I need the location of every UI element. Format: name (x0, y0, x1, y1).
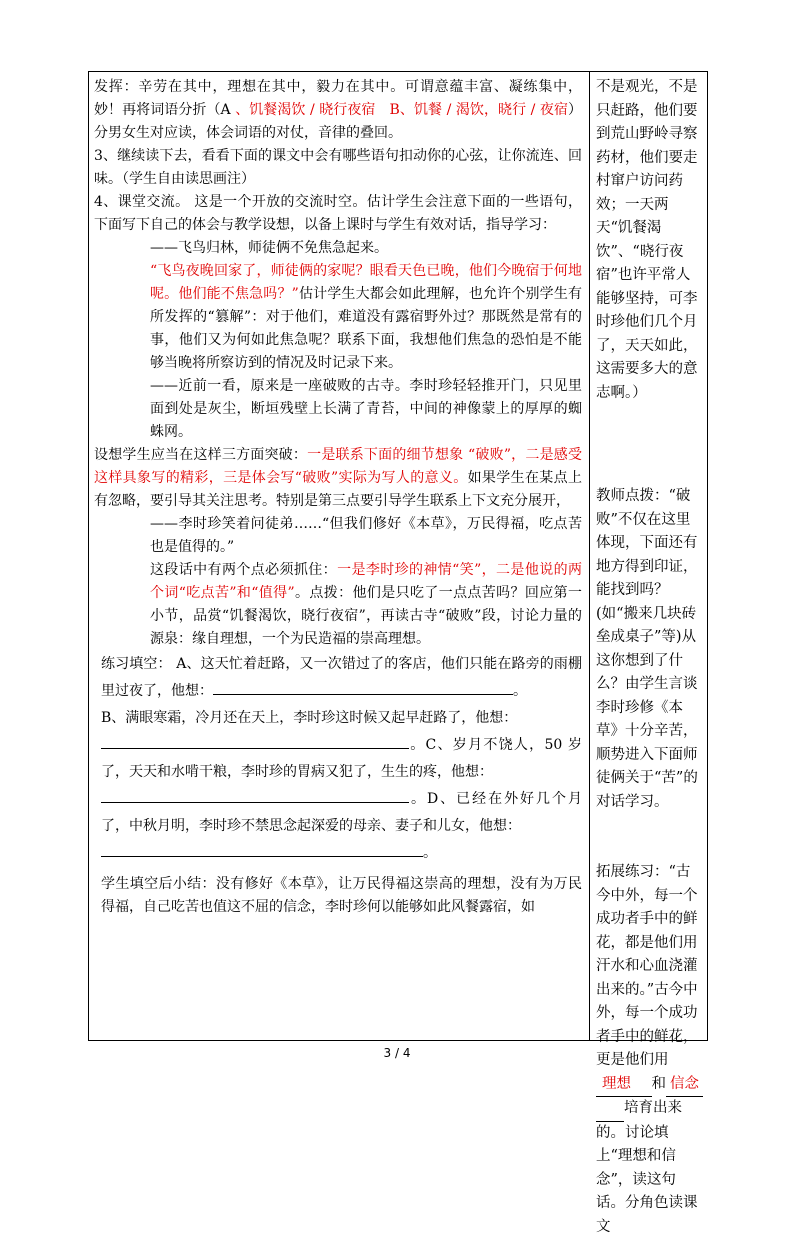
paragraph-birds-analysis: “飞鸟夜晚回家了，师徒俩的家呢？眼看天色已晚，他们今晚宿于何地呢。他们能不焦急吗？”估计学生大都会如此理解，也允许个别学生有所发挥的“篡解”：对于他们，难道没有露宿野外过？那既然是常有的事，他们又为何如此焦急呢？联系下面，我想他们焦急的恐怕是不能够当晚将所察访到的情况及时记录下来。 (150, 263, 582, 371)
note-teacher-hint: 教师点拨：“破败”不仅在这里体现，下面还有地方得到印证，能找到吗？(如“搬来几块砖垒成桌子”等)从这你想到了什么？由学生言谈李时珍修《本草》十分辛苦，顺势进入下面师徒俩关于“苦”的对话学习。 (596, 488, 698, 810)
quote-ruined-temple: ——近前一看，原来是一座破败的古寺。李时珍轻轻推开门，只见里面到处是灰尘，断垣残壁上长满了青苔，中间的神像蒙上的厚厚的蜘蛛网。 (150, 378, 582, 440)
quote-li-shizhen-smile: ——李时珍笑着问徒弟……“但我们修好《本草》，万民得福，吃点苦也是值得的。” (150, 516, 582, 555)
note-extension-exercise: 拓展练习：“古今中外，每一个成功者手中的鲜花，都是他们用汗水和心血浇灌出来的。”古今中外，每一个成功者手中的鲜花，更是他们用理想 和 信念 培育出来的。讨论填上“理想和信念”，读这句话。分角色读课文 (596, 861, 704, 1239)
page-number: 3 / 4 (383, 1046, 411, 1060)
notes-column (596, 76, 704, 1239)
quote-birds-return: ——飞鸟归林，师徒俩不免焦急起来。 (150, 240, 388, 256)
blank-c[interactable] (101, 786, 409, 803)
blank-d[interactable] (101, 840, 423, 857)
column-divider (589, 72, 590, 1040)
paragraph-temple-analysis: 设想学生应当在这样三方面突破：一是联系下面的细节想象 “破败”，二是感受这样具象写的精彩，三是体会写“破败”实际为写人的意义。如果学生在某点上有忽略，要引导其关注思考。特别是第三点要引导学生联系上下文充分展开， (94, 447, 583, 509)
paragraph-smile-analysis: 这段话中有两个点必须抓住：一是李时珍的神情“笑”，二是他说的两个词“吃点苦”和“值得”。点拨：他们是只吃了一点点苦吗？回应第一小节，品赏“饥餐渴饮，晓行夜宿”，再读古寺“破败”段，讨论力量的源泉：缘自理想，一个为民造福的崇高理想。 (150, 562, 582, 647)
paragraph-word-analysis: 发挥：辛劳在其中，理想在其中，毅力在其中。可谓意蕴丰富、凝练集中，妙！再将词语分折（A 、饥餐渴饮 / 晓行夜宿 B、饥餐 / 渴饮，晓行 / 夜宿）分男女生对应读，体会词语的对仗，音律的叠回。 (94, 79, 583, 141)
birds-red-text: “飞鸟夜晚回家了，师徒俩的家呢？眼看天色已晚，他们今晚宿于何地呢。他们能不焦急吗？” (150, 263, 582, 302)
paragraph-class-exchange: 4、课堂交流。 这是一个开放的交流时空。估计学生会注意下面的一些语句，下面写下自己的体会与教学设想，以备上课时与学生有效对话，指导学习： (94, 194, 582, 233)
answer-ideal: 理想 (596, 1073, 652, 1098)
blank-a[interactable] (213, 678, 513, 695)
fill-in-exercise: 练习填空： A、这天忙着赶路，又一次错过了的客店，他们只能在路旁的雨棚里过夜了，他想： 。 B、满眼寒霜，冷月还在天上，李时珍这时候又起早赶路了，他想： 。C、岁月不饶人，50 岁了，天天和水啃干粮，李时珍的胃病又犯了，生生的疼，他想： 。D、已经在外好几个月了，中秋月明，李时珍不禁思念起深爱的母亲、妻子和儿女，他想： 。 (101, 656, 582, 861)
summary-paragraph: 学生填空后小结：没有修好《本草》，让万民得福这崇高的理想，没有为万民得福，自己吃苦也值这不屈的信念，李时珍何以能够如此风餐露宿，如 (101, 876, 582, 915)
smile-red-text: 一是李时珍的神情“笑”，二是他说的两个词“吃点苦”和“值得” (150, 562, 582, 601)
blank-b[interactable] (101, 732, 409, 749)
teaching-process-column (94, 76, 582, 919)
note-perseverance: 不是观光，不是只赶路，他们要到荒山野岭寻察药材，他们要走村窜户访问药效；一天两天“饥餐渴饮”、“晓行夜宿”也许平常人能够坚持，可李时珍他们几个月了，天天如此，这需要多大的意志啊。） (596, 79, 698, 401)
word-split-red: 、饥餐渴饮 / 晓行夜宿 B、饥餐 / 渴饮，晓行 / 夜宿 (235, 102, 569, 118)
answer-belief: 信念 (666, 1073, 703, 1098)
temple-red-text: 一是联系下面的细节想象 “破败”，二是感受这样具象写的精彩，三是体会写“破败”实际为写人的意义。 (94, 447, 583, 486)
paragraph-continue-reading: 3、继续读下去，看看下面的课文中会有哪些语句扣动你的心弦，让你流连、回味。（学生自由读思画注） (94, 148, 582, 187)
